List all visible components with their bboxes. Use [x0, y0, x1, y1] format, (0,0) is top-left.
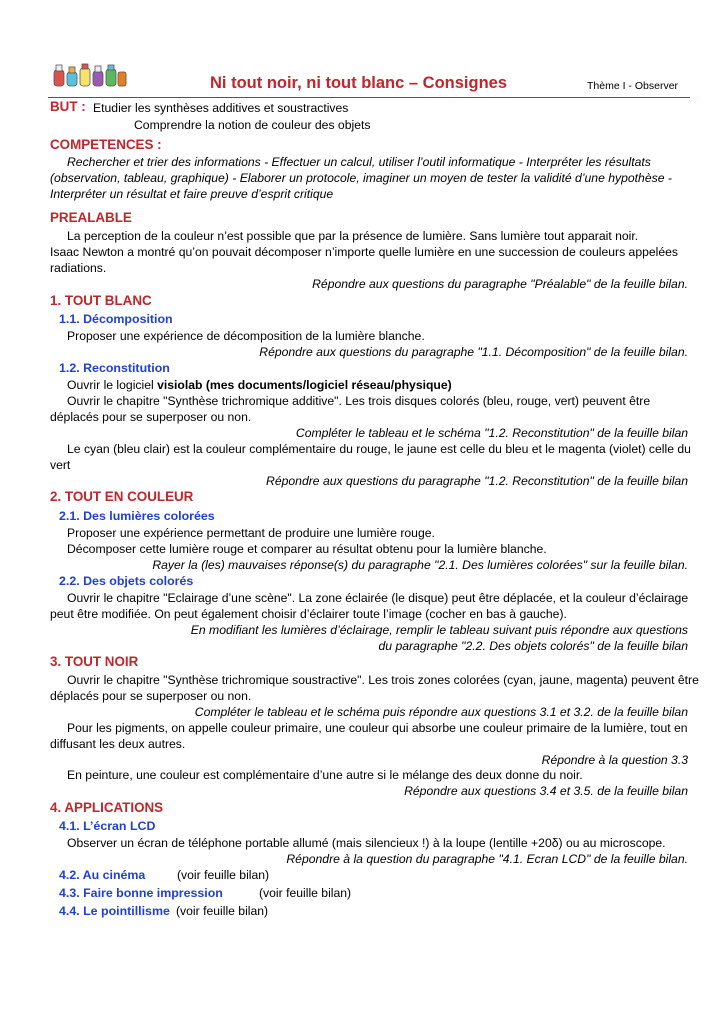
section-4-1-heading: 4.1. L’écran LCD [59, 819, 156, 833]
section-4-4-heading: 4.4. Le pointillisme [59, 904, 170, 918]
section-3-pigment-line-2: diffusant les deux autres. [50, 737, 186, 751]
section-3-paint-line: En peinture, une couleur est complémentaire d’une autre si le mélange des deux donne du noir. [67, 768, 583, 782]
section-4-1-instruction: Répondre à la question du paragraphe "4.1. Ecran LCD" de la feuille bilan. [286, 852, 688, 866]
section-1-2-comp-line-2: vert [50, 458, 71, 472]
section-3-instruction-2: Répondre à la question 3.3 [541, 753, 688, 767]
section-2-1-heading: 2.1. Des lumières colorées [59, 509, 215, 523]
section-1-2-software-line [67, 377, 452, 393]
competences-line-3: Interpréter un résultat et faire preuve d’esprit critique [50, 187, 334, 201]
lab-glassware-icon [52, 62, 128, 88]
section-4-heading: 4. APPLICATIONS [50, 800, 164, 815]
section-1-1-heading: 1.1. Décomposition [59, 312, 173, 326]
competences-heading: COMPETENCES : [50, 137, 162, 152]
section-2-1-line-2: Décomposer cette lumière rouge et comparer au résultat obtenu pour la lumière blanche. [67, 542, 547, 556]
section-3-line-2: déplacés pour se superposer ou non. [50, 689, 252, 703]
prealable-instruction: Répondre aux questions du paragraphe "Préalable" de la feuille bilan. [312, 277, 688, 291]
section-2-1-instruction: Rayer la (les) mauvaises réponse(s) du paragraphe "2.1. Des lumières colorées" sur la feuille bilan. [152, 558, 688, 572]
theme-label: Thème I - Observer [587, 80, 679, 92]
section-4-3-heading: 4.3. Faire bonne impression [59, 886, 223, 900]
section-4-2-note: (voir feuille bilan) [177, 868, 270, 882]
section-3-heading: 3. TOUT NOIR [50, 654, 139, 669]
section-2-2-line-2: peut être modifiée. On peut également choisir d’éclairer toute l’image (cocher en bas à gauche). [50, 607, 567, 621]
but-line-1: Etudier les synthèses additives et soustractives [93, 101, 349, 115]
section-3-instruction-3: Répondre aux questions 3.4 et 3.5. de la feuille bilan [404, 784, 688, 798]
section-4-4-note: (voir feuille bilan) [176, 904, 269, 918]
section-4-3-note: (voir feuille bilan) [259, 886, 352, 900]
section-3-line-1: Ouvrir le chapitre "Synthèse trichromique soustractive". Les trois zones colorées (cyan, jaune, magenta) peuvent être [67, 673, 699, 687]
header-divider [48, 97, 690, 98]
section-4-2-heading: 4.2. Au cinéma [59, 868, 146, 882]
prealable-heading: PREALABLE [50, 210, 132, 225]
prealable-line-1: La perception de la couleur n’est possible que par la présence de lumière. Sans lumière tout apparait noir. [67, 229, 639, 243]
section-2-2-heading: 2.2. Des objets colorés [59, 574, 194, 588]
section-4-1-line: Observer un écran de téléphone portable allumé (mais silencieux !) à la loupe (lentille +20δ) ou au microscope. [67, 836, 666, 850]
but-line-2: Comprendre la notion de couleur des objets [134, 118, 371, 132]
section-2-1-line-1: Proposer une expérience permettant de produire une lumière rouge. [67, 526, 435, 540]
section-1-2-chapter-line-1: Ouvrir le chapitre "Synthèse trichromique additive". Les trois disques colorés (bleu, rouge, vert) peuvent être [67, 394, 651, 408]
section-2-heading: 2. TOUT EN COULEUR [50, 489, 194, 504]
section-2-2-instruction-1: En modifiant les lumières d’éclairage, remplir le tableau suivant puis répondre aux questions [190, 623, 688, 637]
section-1-2-comp-line-1: Le cyan (bleu clair) est la couleur complémentaire du rouge, le jaune est celle du bleu et le magenta (violet) celle du [67, 442, 691, 456]
software-prefix: Ouvrir le logiciel [67, 378, 158, 392]
section-1-1-instruction: Répondre aux questions du paragraphe "1.1. Décomposition" de la feuille bilan. [259, 345, 688, 359]
prealable-line-3: radiations. [50, 261, 107, 275]
section-1-2-instruction-2: Répondre aux questions du paragraphe "1.2. Reconstitution" de la feuille bilan [266, 474, 688, 488]
section-1-heading: 1. TOUT BLANC [50, 293, 152, 308]
competences-line-2: (observation, tableau, graphique) - Elaborer un protocole, imaginer un moyen de tester la validité d’une hypothèse - [50, 171, 672, 185]
section-1-2-heading: 1.2. Reconstitution [59, 361, 170, 375]
page-title: Ni tout noir, ni tout blanc – Consignes [210, 74, 507, 92]
section-1-2-chapter-line-2: déplacés pour se superposer ou non. [50, 410, 252, 424]
software-name: visiolab (mes documents/logiciel réseau/physique) [157, 378, 452, 392]
section-1-1-line: Proposer une expérience de décomposition de la lumière blanche. [67, 329, 425, 343]
competences-line-1: Rechercher et trier des informations - Effectuer un calcul, utiliser l’outil informatique - Interpréter les résultats [67, 155, 651, 169]
prealable-line-2: Isaac Newton a montré qu’on pouvait décomposer n’importe quelle lumière en une succession de couleurs appelées [50, 245, 679, 259]
but-label: BUT : [50, 99, 86, 114]
section-1-2-instruction-1: Compléter le tableau et le schéma "1.2. Reconstitution" de la feuille bilan [295, 426, 688, 440]
section-3-instruction-1: Compléter le tableau et le schéma puis répondre aux questions 3.1 et 3.2. de la feuille bilan [194, 705, 688, 719]
section-3-pigment-line-1: Pour les pigments, on appelle couleur primaire, une couleur qui absorbe une couleur primaire de la lumière, tout en [67, 721, 688, 735]
section-2-2-line-1: Ouvrir le chapitre "Eclairage d’une scène". La zone éclairée (le disque) peut être déplacée, et la couleur d’éclairage [67, 591, 689, 605]
section-2-2-instruction-2: du paragraphe "2.2. Des objets colorés" de la feuille bilan [378, 639, 688, 653]
